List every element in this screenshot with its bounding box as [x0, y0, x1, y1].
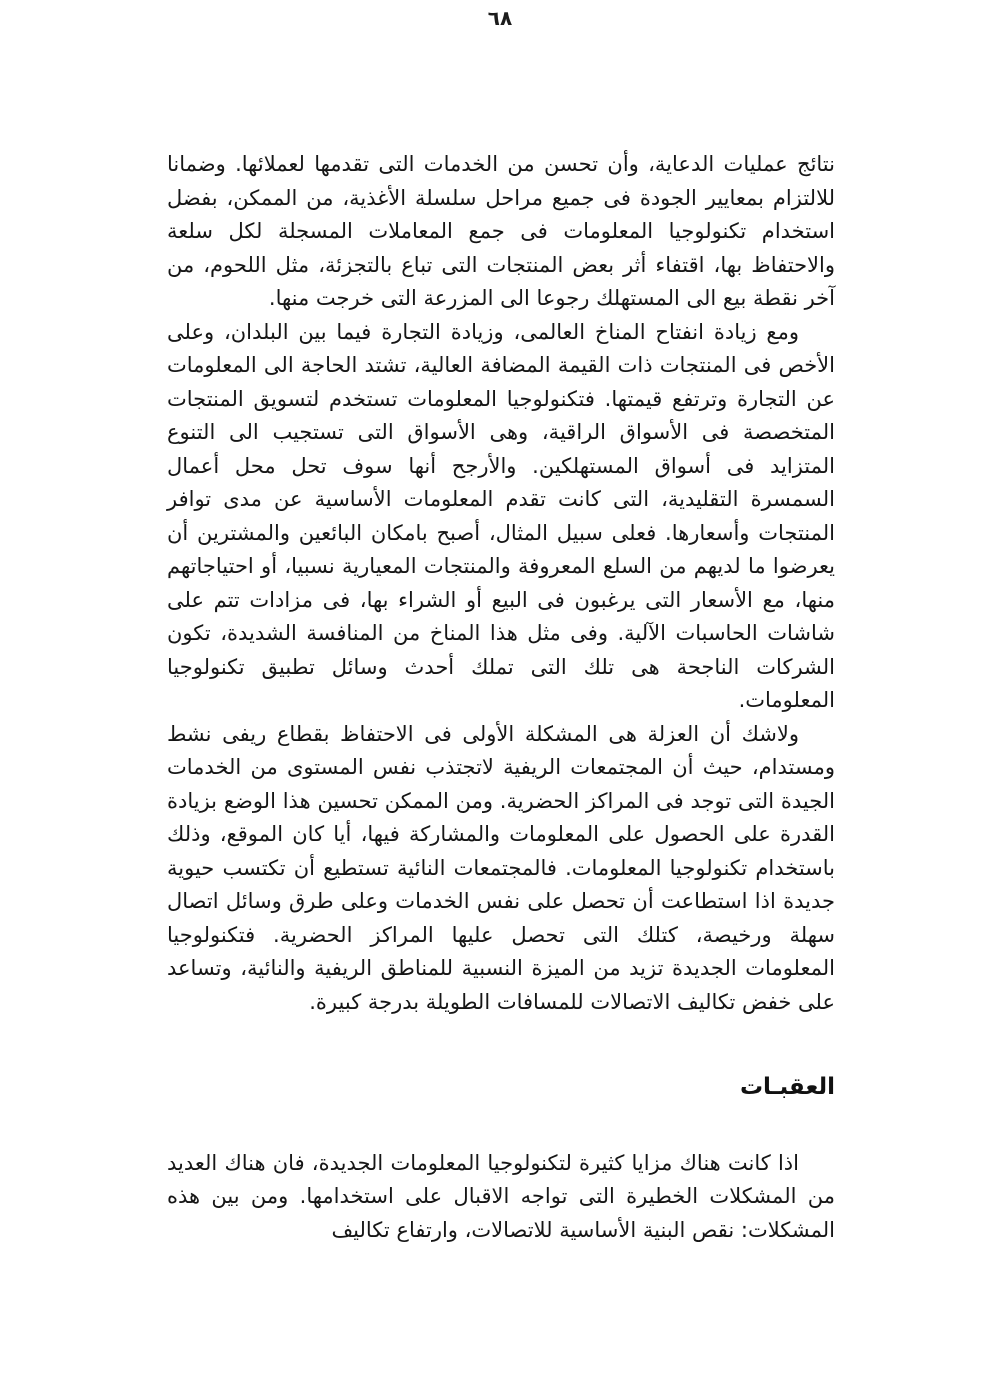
page-number: ٦٨	[487, 6, 513, 30]
paragraph-rural: ولاشك أن العزلة هى المشكلة الأولى فى الاحتفاظ بقطاع ريفى نشط ومستدام، حيث أن المجتمعات الريفية لاتجتذب نفس المستوى من الخدمات الجيدة التى توجد فى المراكز الحضرية. ومن الممكن تحسين هذا الوضع بزيادة القدرة على الحصول على المعلومات والمشاركة فيها، أيا كان الموقع، وذلك باستخدام تكنولوجيا المعلومات. فالمجتمعات النائية تستطيع أن تكتسب حيوية جديدة اذا استطاعت أن تحصل على نفس الخدمات وعلى طرق وسائل اتصال سهلة ورخيصة، كتلك التى تحصل عليها المراكز الحضرية. فتكنولوجيا المعلومات الجديدة تزيد من الميزة النسبية للمناطق الريفية والنائية، وتساعد على خفض تكاليف الاتصالات للمسافات الطويلة بدرجة كبيرة.	[167, 721, 835, 1014]
paragraph-obstacles-intro: اذا كانت هناك مزايا كثيرة لتكنولوجيا المعلومات الجديدة، فان هناك العديد من المشكلات الخطيرة التى تواجه الاقبال على استخدامها. ومن بين هذه المشكلات: نقص البنية الأساسية للاتصالات، وارتفاع تكاليف	[167, 1150, 835, 1242]
paragraph-trade: ومع زيادة انفتاح المناخ العالمى، وزيادة التجارة فيما بين البلدان، وعلى الأخص فى المنتجات ذات القيمة المضافة العالية، تشتد الحاجة الى المعلومات عن التجارة وترتفع قيمتها. فتكنولوجيا المعلومات تستخدم لتسويق المنتجات المتخصصة فى الأسواق الراقية، وهى الأسواق التى تستجيب الى التنوع المتزايد فى أسواق المستهلكين. والأرجح أنها سوف تحل محل أعمال السمسرة التقليدية، التى كانت تقدم المعلومات الأساسية عن مدى توافر المنتجات وأسعارها. فعلى سبيل المثال، أصبح بامكان البائعين والمشترين أن يعرضوا ما لديهم من السلع المعروفة والمنتجات المعيارية نسبيا، أو احتياجاتهم منها، مع الأسعار التى يرغبون فى البيع أو الشراء بها، فى مزادات تتم على شاشات الحاسبات الآلية. وفى مثل هذا المناخ من المنافسة الشديدة، تكون الشركات الناجحة هى تلك التى تملك أحدث وسائل تطبيق تكنولوجيا المعلومات.	[167, 319, 835, 712]
section-heading-obstacles: العقبـات	[739, 1074, 835, 1100]
body-text	[167, 148, 835, 1247]
paragraph-continuation: نتائج عمليات الدعاية، وأن تحسن من الخدمات التى تقدمها لعملائها. وضمانا للالتزام بمعايير الجودة فى جميع مراحل سلسلة الأغذية، من الممكن، بفضل استخدام تكنولوجيا المعلومات فى جمع المعاملات المسجلة لكل سلعة والاحتفاظ بها، اقتفاء أثر بعض المنتجات التى تباع بالتجزئة، مثل اللحوم، من آخر نقطة بيع الى المستهلك رجوعا الى المزرعة التى خرجت منها.	[167, 152, 835, 310]
